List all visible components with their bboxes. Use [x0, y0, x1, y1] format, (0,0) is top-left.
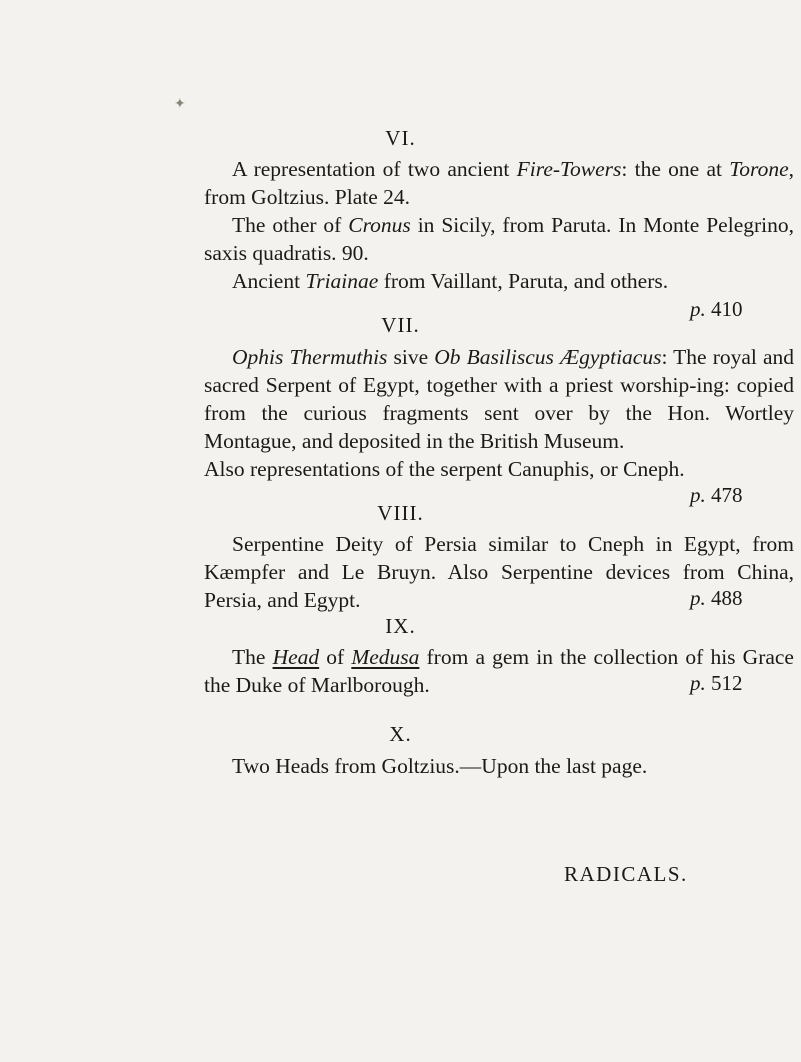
section-x-text: Two Heads from Goltzius.—Upon the last page. — [232, 754, 648, 778]
section-vi-pageref: p. 410 — [690, 297, 743, 321]
section-heading-vi: VI. — [385, 126, 416, 150]
section-vii-text: Ophis Thermuthis sive Ob Basiliscus Ægyptiacus: The royal and sacred Serpent of Egypt, together with a priest worship-ing: copied from the curious fragments sent over by the Hon. Wortley Montague, and deposited in the British Museum. — [204, 345, 795, 453]
section-viii-text: Serpentine Deity of Persia similar to Cneph in Egypt, from Kæmpfer and Le Bruyn. Also Serpentine devices from China, Persia, and Egypt. — [204, 532, 794, 612]
section-vi-line-1: A representation of two ancient Fire-Towers: the one at Torone, from Goltzius. Plate 24. — [204, 157, 794, 209]
section-heading-viii: VIII. — [377, 501, 424, 525]
section-viii-pageref: p. 488 — [690, 586, 743, 610]
section-ix-text: The Head of Medusa from a gem in the collection of his Grace the Duke of Marlborough. — [204, 645, 794, 697]
medusa-word: Medusa — [351, 645, 420, 669]
section-vii-pageref: p. 478 — [690, 483, 743, 507]
catchword: RADICALS. — [564, 862, 688, 886]
section-heading-ix: IX. — [385, 614, 416, 638]
ink-mark: ✦ — [174, 97, 186, 112]
section-heading-vii: VII. — [381, 313, 420, 337]
section-vii-line-last: Also representations of the serpent Canuphis, or Cneph. — [204, 457, 685, 481]
head-word: Head — [272, 645, 320, 669]
section-vi-line-3: Ancient Triainae from Vaillant, Paruta, and others. — [232, 269, 669, 293]
section-vi-line-2: The other of Cronus in Sicily, from Paruta. In Monte Pelegrino, saxis quadratis. 90. — [204, 213, 794, 265]
section-ix-pageref: p. 512 — [690, 671, 743, 695]
section-heading-x: X. — [389, 722, 412, 746]
